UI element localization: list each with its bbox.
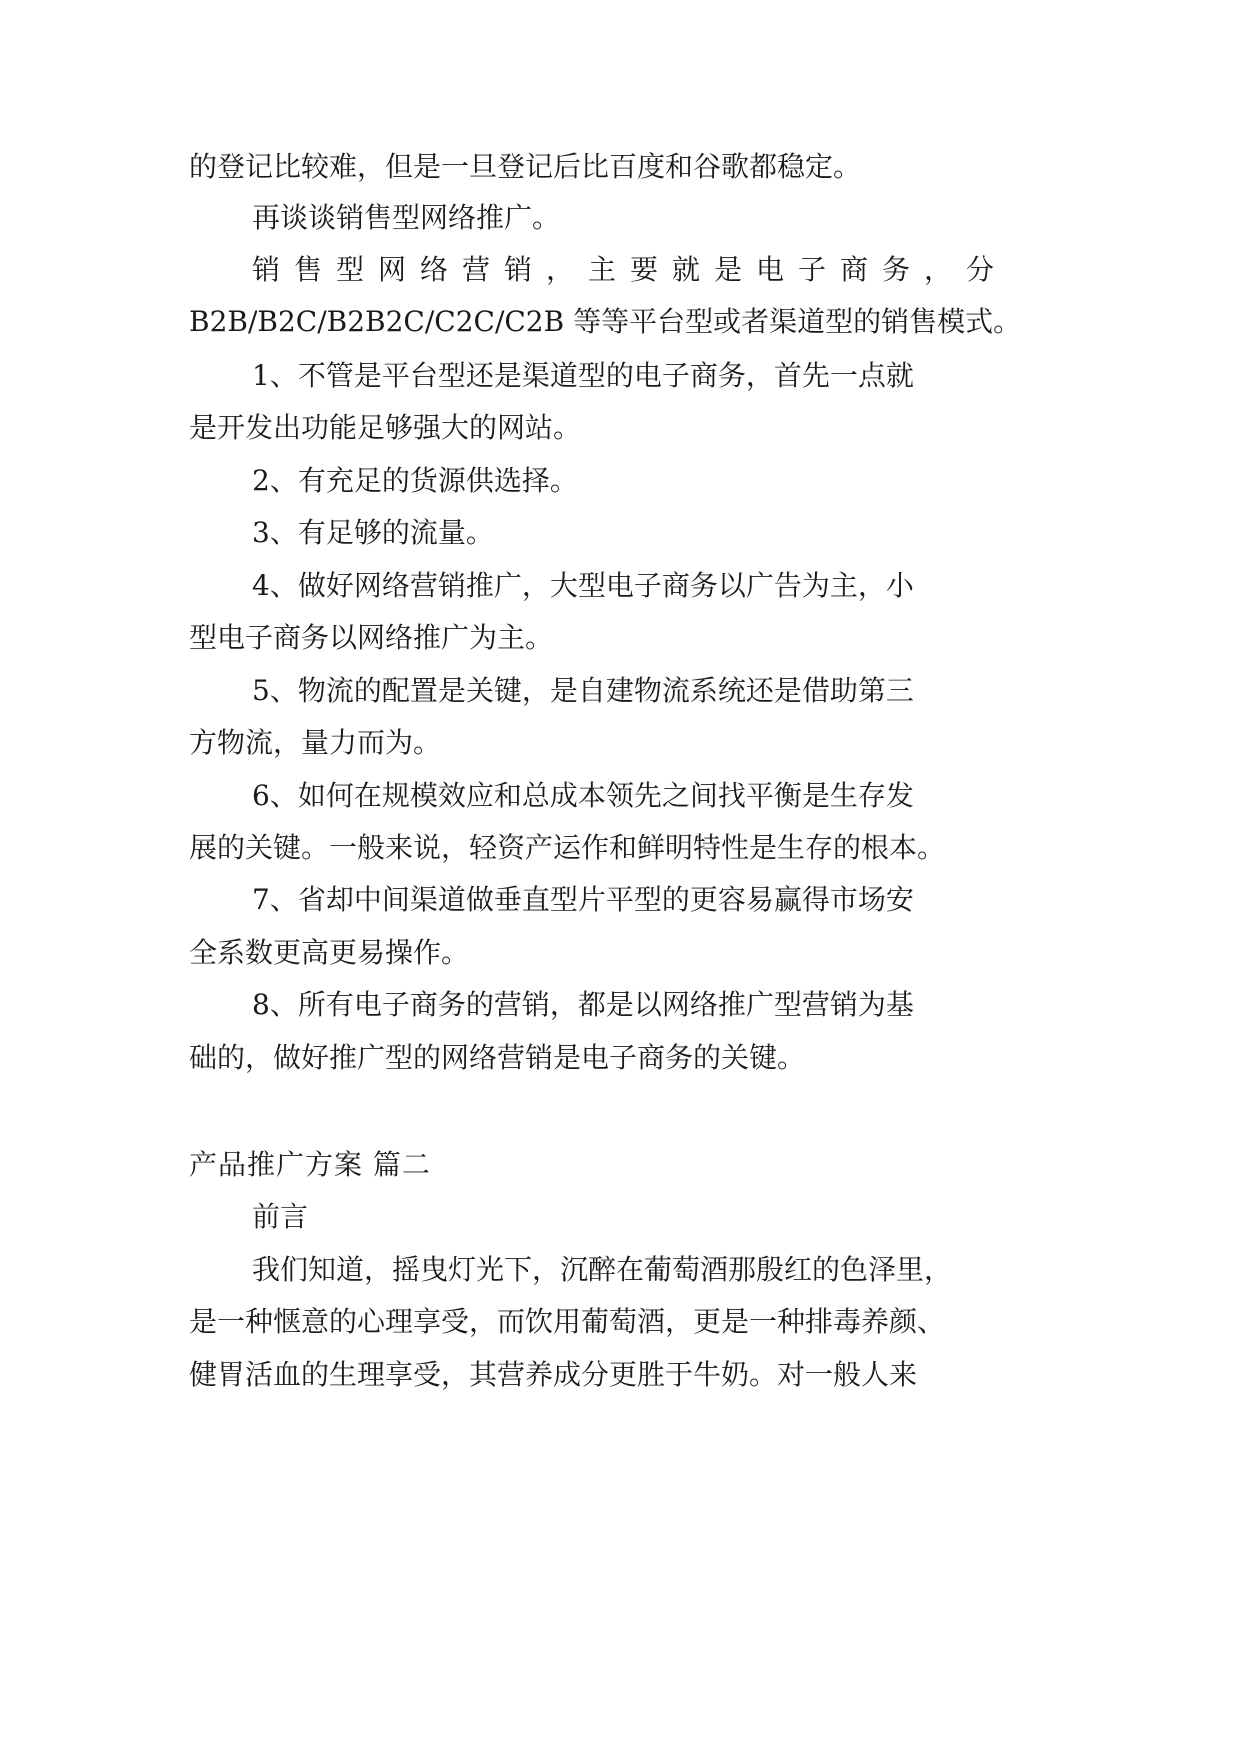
list-item-line: 4、做好网络营销推广，大型电子商务以广告为主，小 xyxy=(252,569,914,602)
list-item-line: 3、有足够的流量。 xyxy=(252,516,494,549)
paragraph-line: 是一种惬意的心理享受，而饮用葡萄酒，更是一种排毒养颜、 xyxy=(189,1305,946,1338)
list-item-line: 1、不管是平台型还是渠道型的电子商务，首先一点就 xyxy=(252,359,914,392)
list-item-line: 5、物流的配置是关键，是自建物流系统还是借助第三 xyxy=(252,674,914,707)
section-heading: 产品推广方案 篇二 xyxy=(189,1148,431,1181)
list-item-line: 型电子商务以网络推广为主。 xyxy=(189,621,554,654)
list-item-line: 是开发出功能足够强大的网站。 xyxy=(189,411,582,444)
section-subheading: 前言 xyxy=(252,1200,309,1233)
paragraph-line: 健胃活血的生理享受，其营养成分更胜于牛奶。对一般人来 xyxy=(189,1358,918,1391)
paragraph-line: 的登记比较难，但是一旦登记后比百度和谷歌都稳定。 xyxy=(189,150,862,183)
paragraph-line: B2B/B2C/B2B2C/C2C/C2B 等等平台型或者渠道型的销售模式。 xyxy=(189,305,1022,338)
list-item-line: 8、所有电子商务的营销，都是以网络推广型营销为基 xyxy=(252,988,914,1021)
paragraph-line: 再谈谈销售型网络推广。 xyxy=(252,201,561,234)
list-item-line: 6、如何在规模效应和总成本领先之间找平衡是生存发 xyxy=(252,779,914,812)
paragraph-line: 我们知道，摇曳灯光下，沉醉在葡萄酒那殷红的色泽里， xyxy=(252,1253,953,1286)
list-item-line: 2、有充足的货源供选择。 xyxy=(252,464,578,497)
list-item-line: 础的，做好推广型的网络营销是电子商务的关键。 xyxy=(189,1041,806,1074)
list-item-line: 方物流，量力而为。 xyxy=(189,726,442,759)
list-item-line: 7、省却中间渠道做垂直型片平型的更容易赢得市场安 xyxy=(252,883,914,916)
list-item-line: 全系数更高更易操作。 xyxy=(189,936,470,969)
paragraph-line: 销售型网络营销，主要就是电子商务，分 xyxy=(252,253,1009,286)
list-item-line: 展的关键。一般来说，轻资产运作和鲜明特性是生存的根本。 xyxy=(189,831,946,864)
